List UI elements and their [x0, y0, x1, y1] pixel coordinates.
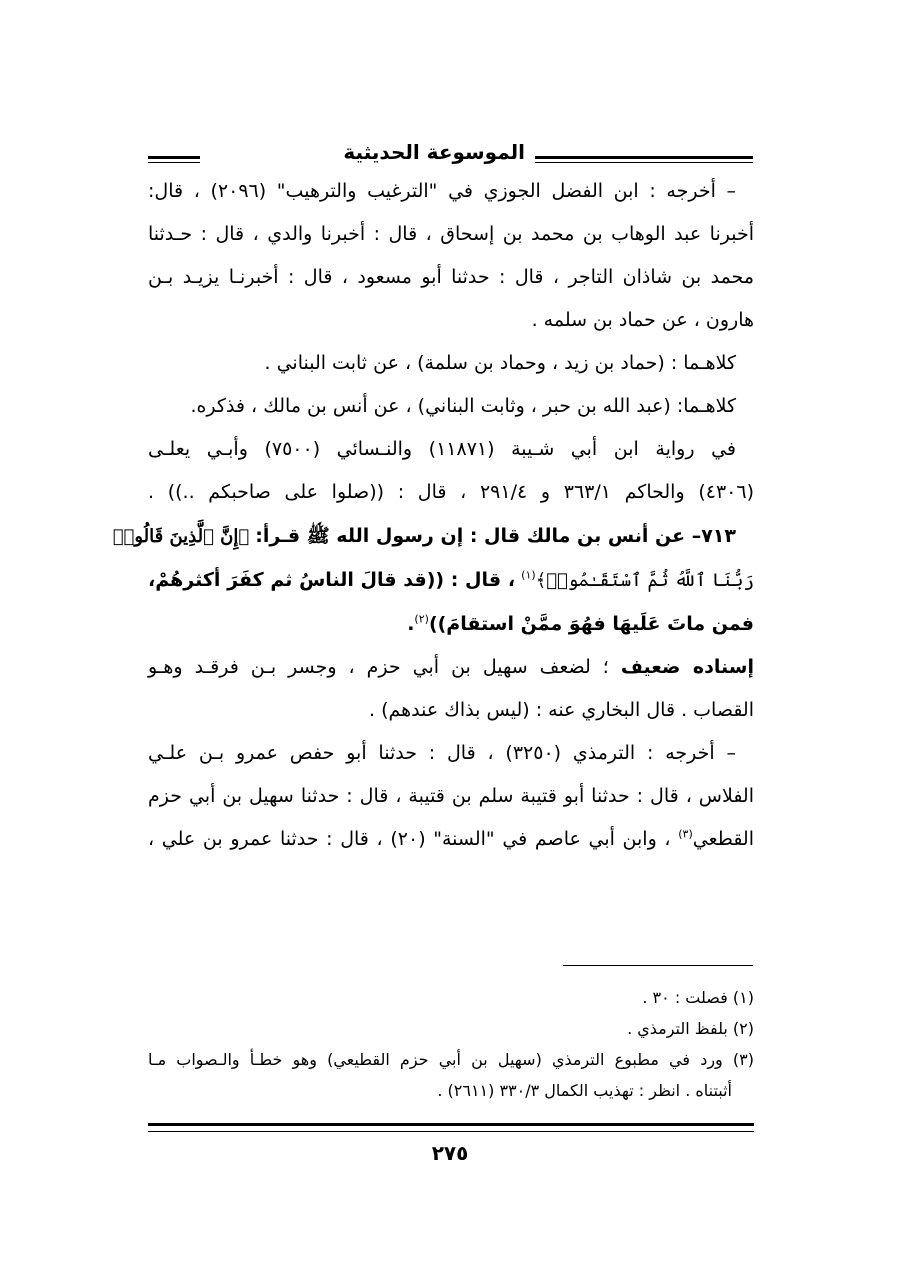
- hadith-text: ، قال : ((قد قالَ الناسُ ثم كفَرَ أكثرهُمْ،: [148, 569, 516, 591]
- hadith-line: [112, 514, 754, 558]
- hadith-line: [148, 558, 754, 602]
- hadith-line: [148, 602, 754, 646]
- text-segment: القطعي: [692, 828, 755, 850]
- quran-quote: رَبُّنَا ٱللَّهُ ثُمَّ ٱسْتَقَـٰمُوا۟﴾: [535, 570, 754, 591]
- text-segment: ، وابن أبي عاصم في "السنة" (٢٠) ، قال : حدثنا عمرو بن علي ،: [148, 828, 671, 850]
- header-rule-right: [535, 156, 753, 159]
- footer-rule: [148, 1123, 754, 1126]
- footnote: (٢) بلفظ الترمذي .: [627, 1019, 754, 1038]
- text-line: هارون ، عن حماد بن سلمه .: [531, 309, 754, 331]
- hadith-text: فمن ماتَ عَلَيهَا فهُوَ ممَّنْ استقامَ)): [428, 613, 754, 635]
- text-line: كلاهـما: (عبد الله بن حبر ، وثابت البناني) ، عن أنس بن مالك ، فذكره.: [190, 395, 736, 417]
- text-line: – أخرجه : ابن الفضل الجوزي في "الترغيب والترهيب" (٢٠٩٦) ، قال:: [148, 180, 736, 202]
- footnote-ref: (١): [521, 568, 536, 582]
- footnote-ref: (٣): [678, 827, 693, 841]
- text-line: في رواية ابن أبي شـيبة (١١٨٧١) والنـسائي (٧٥٠٠) وأبـي يعلـى: [148, 438, 736, 460]
- footnote-separator: [563, 965, 753, 966]
- footnote: (٣) ورد في مطبوع الترمذي (سهيل بن أبي حزم القطيعي) وهو خطـأ والـصواب مـا: [148, 1050, 754, 1069]
- text-line: أخبرنا عبد الوهاب بن محمد بن إسحاق ، قال : أخبرنا والدي ، قال : حـدثنا: [148, 223, 754, 245]
- quran-quote: ﴿إِنَّ ٱلَّذِينَ قَالُوا۟: [112, 526, 250, 547]
- text-line: [148, 646, 754, 689]
- footnote: (١) فصلت : ٣٠ .: [642, 988, 754, 1007]
- footnotes: [148, 982, 754, 1106]
- text-line: القصاب . قال البخاري عنه : (ليس بذاك عندهم) .: [369, 699, 754, 721]
- text-line: الفلاس ، قال : حدثنا أبو قتيبة سلم بن قتيبة ، قال : حدثنا سهيل بن أبي حزم: [148, 785, 754, 807]
- text-line: [148, 818, 754, 861]
- grading-text: ؛ لضعف سهيل بن أبي حزم ، وجسر بـن فرقـد وهـو: [148, 656, 609, 678]
- footer-rule-thin: [148, 1131, 754, 1132]
- text-line: كلاهـما : (حماد بن زيد ، وحماد بن سلمة) ، عن ثابت البناني .: [264, 352, 736, 374]
- hadith-text-end: .: [407, 613, 415, 635]
- text-line: (٤٣٠٦) والحاكم ٣٦٣/١ و ٢٩١/٤ ، قال : ((صلوا على صاحبكم ..)) .: [148, 481, 754, 503]
- footnote-continuation: أثبتناه . انظر : تهذيب الكمال ٣٣٠/٣ (٢٦١١) .: [437, 1081, 732, 1100]
- main-text: [112, 170, 755, 861]
- header-title: الموسوعة الحديثية: [343, 140, 525, 164]
- grading-label: إسناده ضعيف: [620, 656, 754, 678]
- text-line: – أخرجه : الترمذي (٣٢٥٠) ، قال : حدثنا أبو حفص عمرو بـن علـي: [148, 742, 736, 764]
- footnote-ref: (٢): [414, 612, 429, 626]
- text-line: محمد بن شاذان التاجر ، قال : حدثنا أبو مسعود ، قال : أخبرنـا يزيـد بـن: [148, 266, 754, 288]
- page-number: ٢٧٥: [431, 1141, 469, 1165]
- running-header: [148, 140, 753, 174]
- header-rule-left: [148, 156, 200, 159]
- hadith-heading: ٧١٣– عن أنس بن مالك قال : إن رسول الله ﷺ قـرأ:: [255, 525, 736, 547]
